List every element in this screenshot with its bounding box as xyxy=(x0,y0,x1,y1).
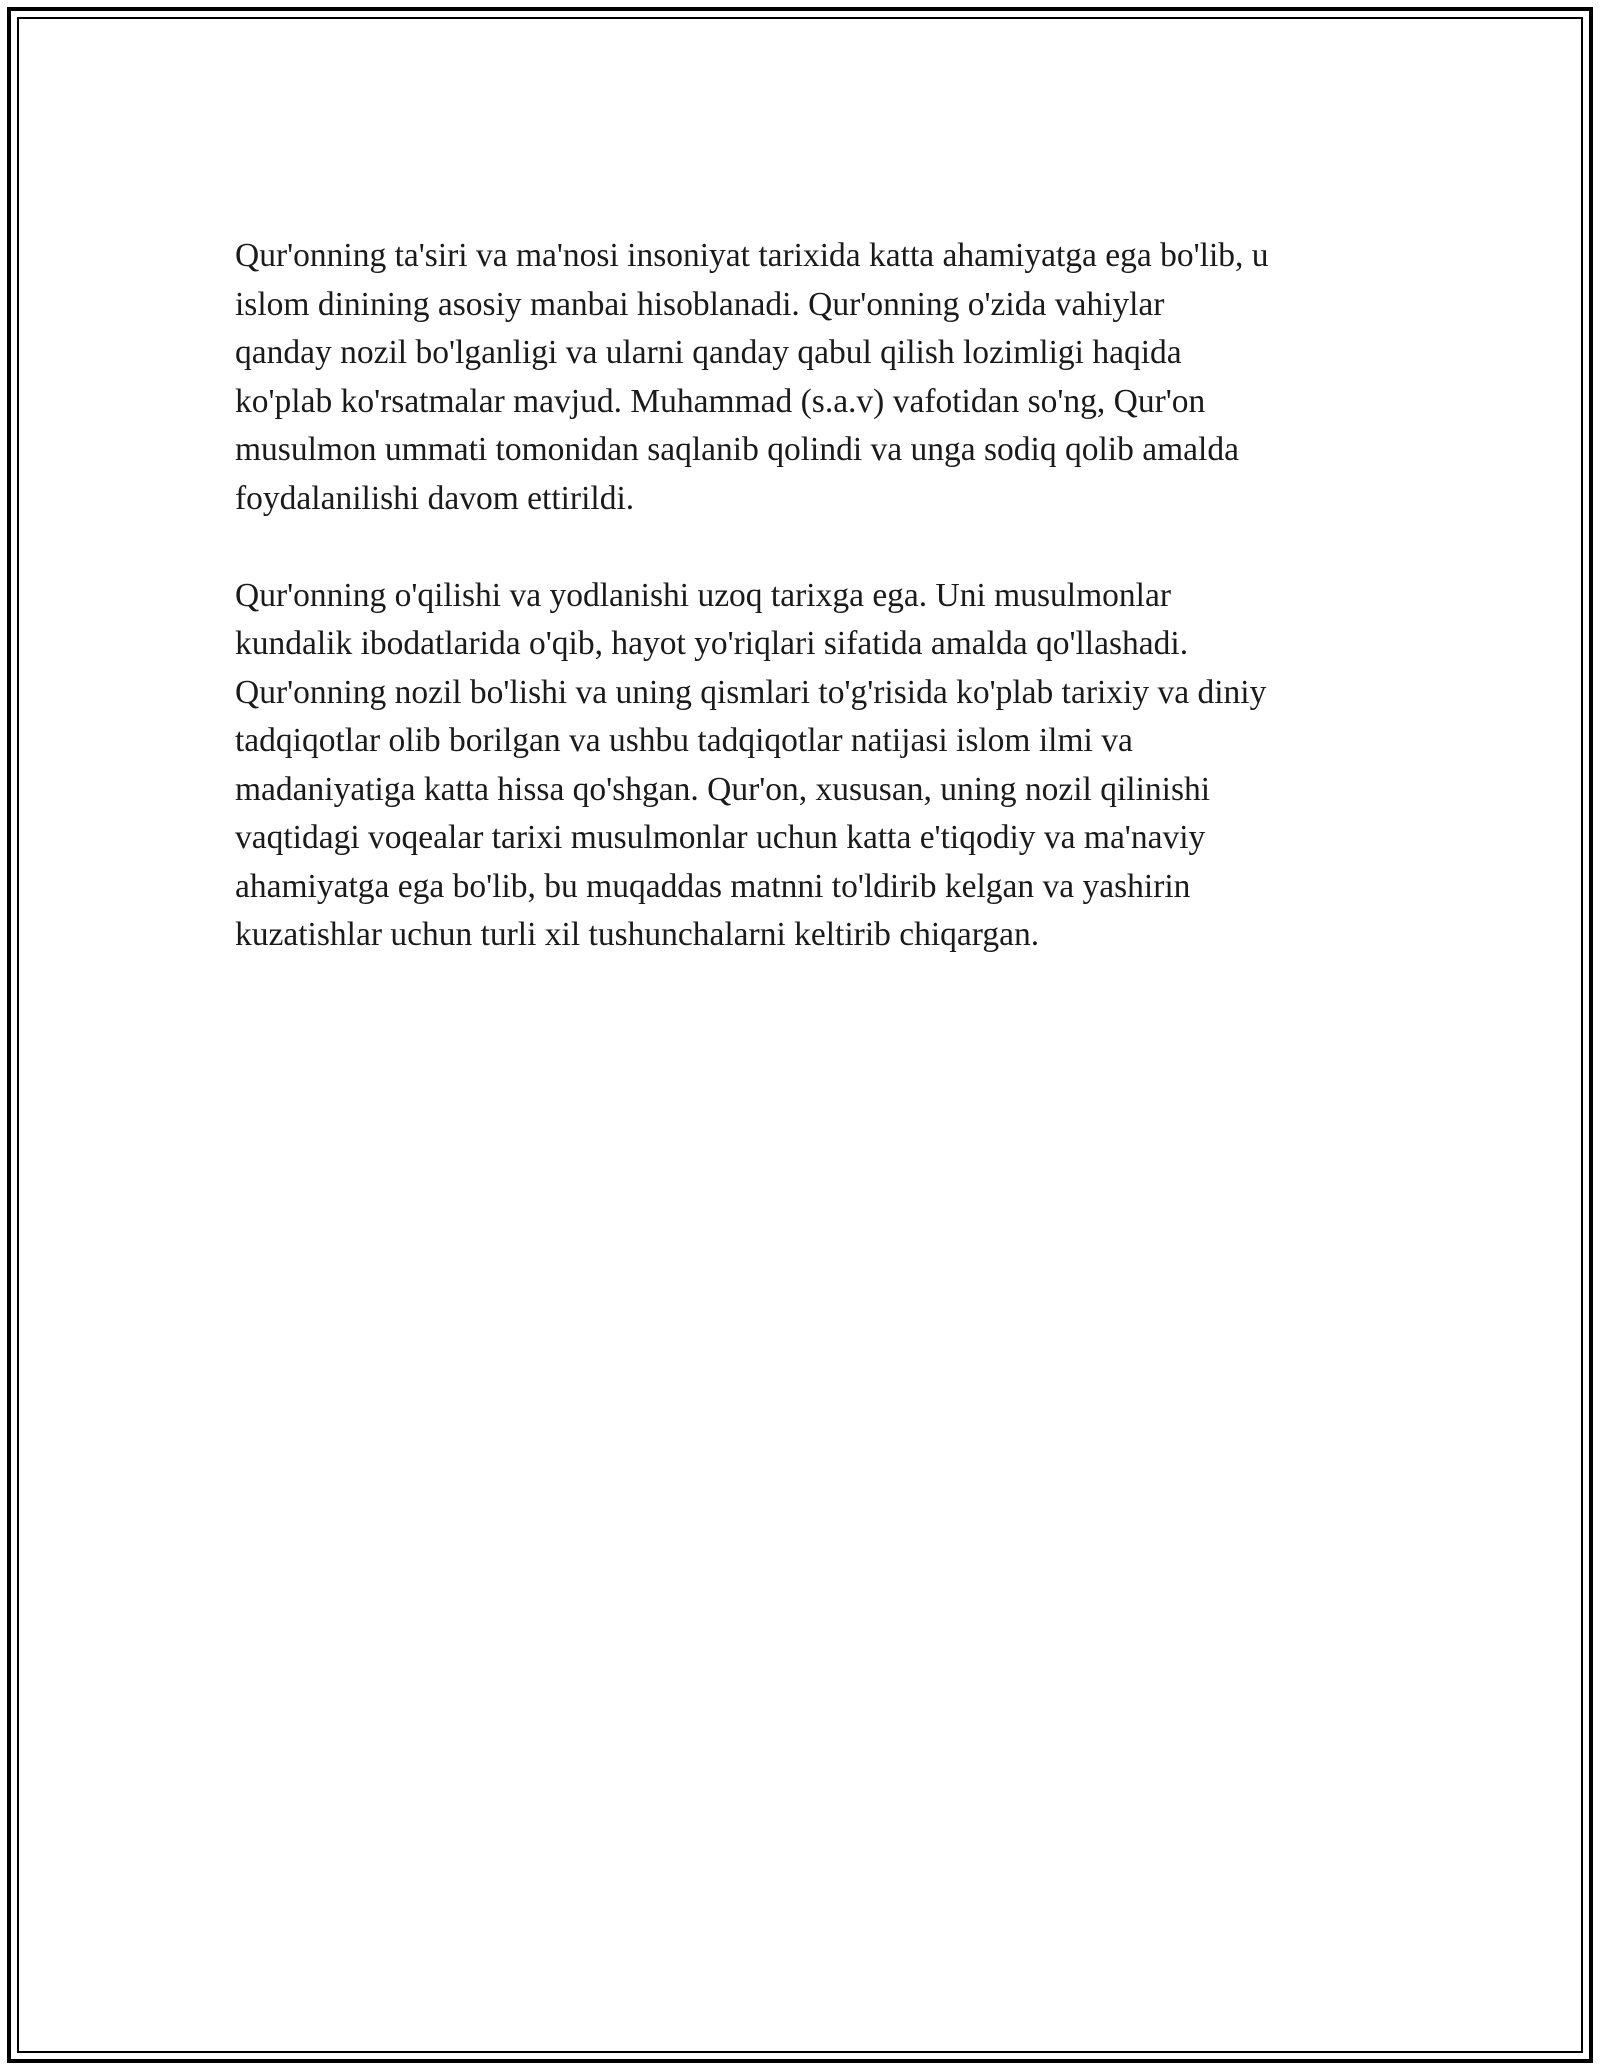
paragraph-1 xyxy=(235,232,1375,523)
text-line: kundalik ibodatlarida o'qib, hayot yo'riqlari sifatida amalda qo'llashadi. xyxy=(235,625,1189,662)
text-line: ko'plab ko'rsatmalar mavjud. Muhammad (s.a.v) vafotidan so'ng, Qur'on xyxy=(235,382,1206,420)
paragraph-2 xyxy=(235,572,1375,960)
text-line: islom dinining asosiy manbai hisoblanadi. Qur'onning o'zida vahiylar xyxy=(235,285,1165,323)
text-line: vaqtidagi voqealar tarixi musulmonlar uchun katta e'tiqodiy va ma'naviy xyxy=(235,819,1206,856)
text-line: Qur'onning nozil bo'lishi va uning qismlari to'g'risida ko'plab tarixiy va diniy xyxy=(235,673,1267,711)
text-line: Qur'onning ta'siri va ma'nosi insoniyat tarixida katta ahamiyatga ega bo'lib, u xyxy=(235,237,1269,274)
text-line: kuzatishlar uchun turli xil tushunchalarni keltirib chiqargan. xyxy=(235,916,1040,953)
text-line: foydalanilishi davom ettirildi. xyxy=(235,479,635,517)
document-body xyxy=(235,232,1375,1008)
text-line: Qur'onning o'qilishi va yodlanishi uzoq tarixga ega. Uni musulmonlar xyxy=(235,576,1171,614)
text-line: madaniyatiga katta hissa qo'shgan. Qur'on, xususan, uning nozil qilinishi xyxy=(235,770,1211,808)
text-line: ahamiyatga ega bo'lib, bu muqaddas matnni to'ldirib kelgan va yashirin xyxy=(235,867,1191,905)
text-line: musulmon ummati tomonidan saqlanib qolindi va unga sodiq qolib amalda xyxy=(235,431,1239,468)
text-line: tadqiqotlar olib borilgan va ushbu tadqiqotlar natijasi islom ilmi va xyxy=(235,722,1133,759)
text-line: qanday nozil bo'lganligi va ularni qanday qabul qilish lozimligi haqida xyxy=(235,334,1182,371)
